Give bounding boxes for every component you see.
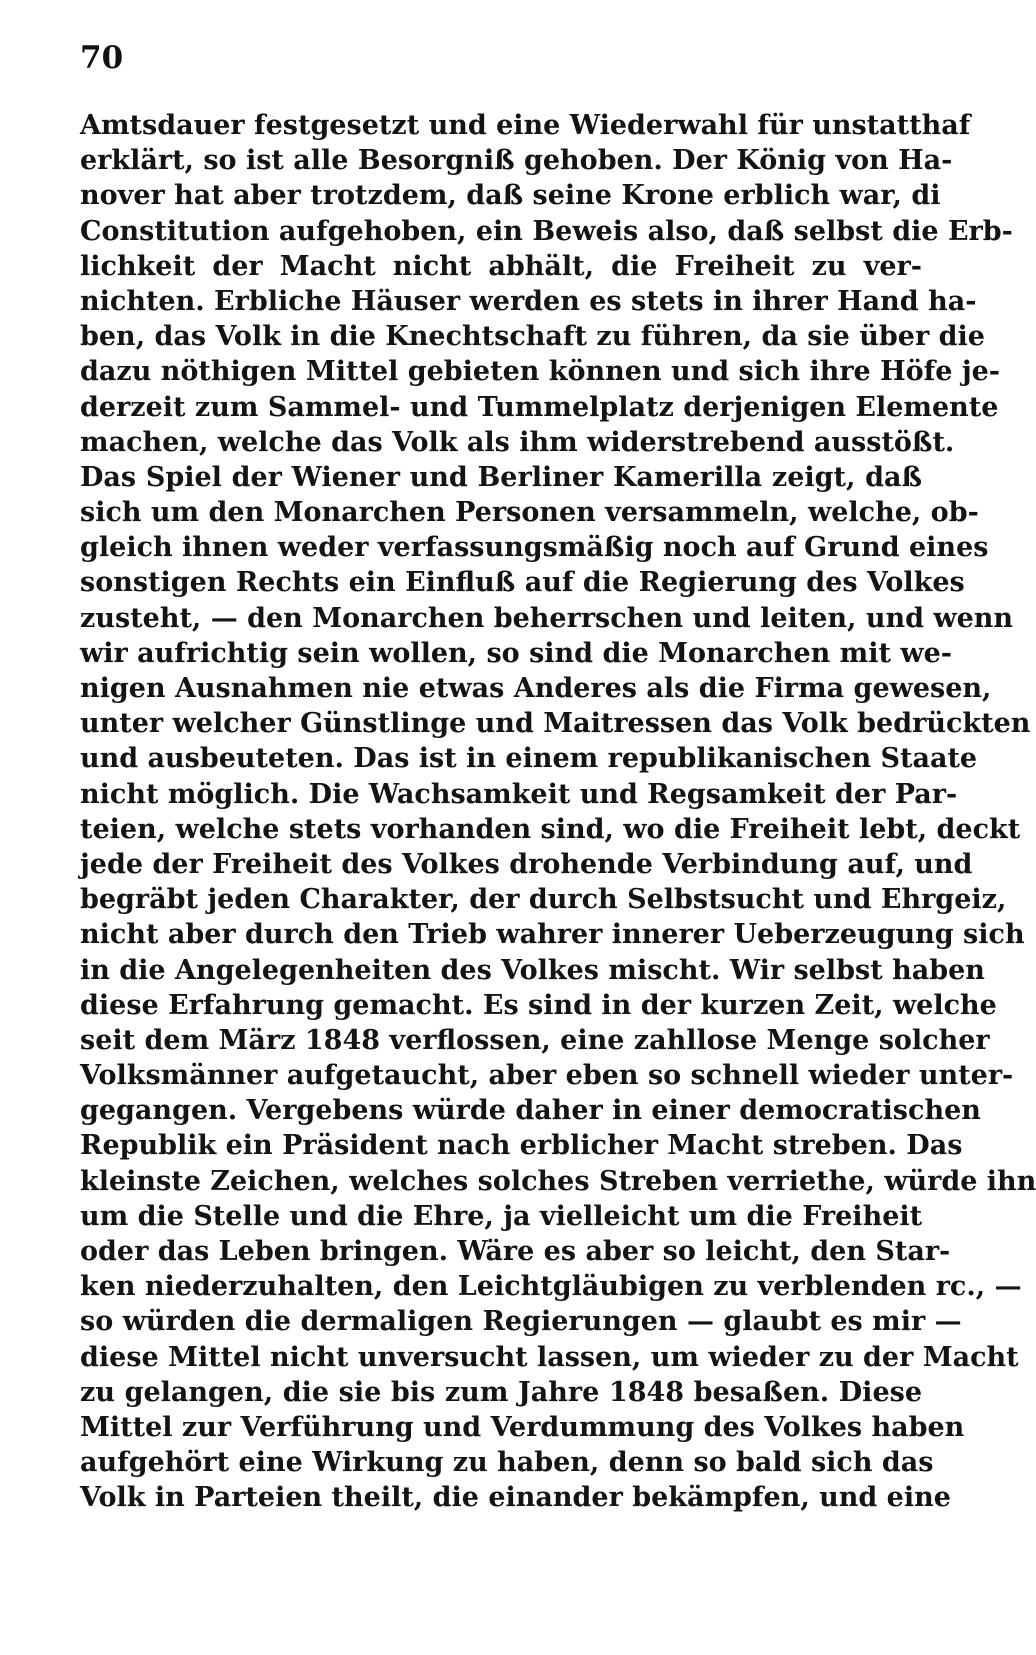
text-line: Mittel zur Verführung und Verdummung des Volkes haben	[80, 1411, 965, 1443]
text-line: dazu nöthigen Mittel gebieten können und sich ihre Höfe je-	[80, 356, 1001, 388]
body-text	[80, 108, 1036, 1516]
text-line: teien, welche stets vorhanden sind, wo die Freiheit lebt, deckt	[80, 813, 1021, 845]
text-line: nicht aber durch den Trieb wahrer innerer Ueberzeugung sich	[80, 919, 1025, 951]
text-line: Das Spiel der Wiener und Berliner Kamerilla zeigt, daß	[80, 461, 922, 493]
text-line: Volksmänner aufgetaucht, aber eben so schnell wieder unter-	[80, 1060, 1014, 1092]
text-line: und ausbeuteten. Das ist in einem republikanischen Staate	[80, 743, 978, 775]
text-line: aufgehört eine Wirkung zu haben, denn so bald sich das	[80, 1447, 934, 1479]
text-line: begräbt jeden Charakter, der durch Selbstsucht und Ehrgeiz,	[80, 884, 1007, 916]
text-line: gleich ihnen weder verfassungsmäßig noch auf Grund eines	[80, 532, 989, 564]
text-line: in die Angelegenheiten des Volkes mischt. Wir selbst haben	[80, 954, 985, 986]
page-number: 70	[80, 40, 124, 76]
text-line: um die Stelle und die Ehre, ja vielleicht um die Freiheit	[80, 1200, 923, 1232]
text-line: machen, welche das Volk als ihm widerstrebend ausstößt.	[80, 426, 955, 458]
text-line: so würden die dermaligen Regierungen — glaubt es mir —	[80, 1306, 962, 1338]
text-line: nover hat aber trotzdem, daß seine Krone erblich war, di	[80, 180, 941, 212]
text-line: erklärt, so ist alle Besorgniß gehoben. Der König von Ha-	[80, 145, 953, 177]
text-line: Republik ein Präsident nach erblicher Macht streben. Das	[80, 1130, 963, 1162]
text-line: kleinste Zeichen, welches solches Streben verriethe, würde ihn	[80, 1165, 1036, 1197]
text-line: unter welcher Günstlinge und Maitressen das Volk bedrückten	[80, 708, 1031, 740]
text-line: seit dem März 1848 verflossen, eine zahllose Menge solcher	[80, 1024, 990, 1056]
text-line: Amtsdauer festgesetzt und eine Wiederwahl für unstatthaf	[80, 110, 971, 141]
text-line: sich um den Monarchen Personen versammeln, welche, ob-	[80, 497, 979, 529]
text-line: nigen Ausnahmen nie etwas Anderes als die Firma gewesen,	[80, 673, 992, 704]
text-line: sonstigen Rechts ein Einfluß auf die Regierung des Volkes	[80, 567, 965, 599]
text-line: zu gelangen, die sie bis zum Jahre 1848 besaßen. Diese	[80, 1376, 922, 1408]
text-line: jede der Freiheit des Volkes drohende Verbindung auf, und	[80, 848, 973, 880]
text-line: Constitution aufgehoben, ein Beweis also, daß selbst die Erb-	[80, 215, 1013, 247]
text-line: nichten. Erbliche Häuser werden es stets in ihrer Hand ha-	[80, 285, 977, 317]
text-line: gegangen. Vergebens würde daher in einer democratischen	[80, 1095, 981, 1127]
text-line: nicht möglich. Die Wachsamkeit und Regsamkeit der Par-	[80, 778, 958, 810]
text-line: Volk in Parteien theilt, die einander bekämpfen, und eine	[80, 1482, 951, 1514]
text-line: diese Mittel nicht unversucht lassen, um wieder zu der Macht	[80, 1341, 1019, 1373]
text-line: derzeit zum Sammel- und Tummelplatz derjenigen Elemente	[80, 391, 999, 423]
text-line: wir aufrichtig sein wollen, so sind die Monarchen mit we-	[80, 637, 953, 669]
text-line: diese Erfahrung gemacht. Es sind in der kurzen Zeit, welche	[80, 989, 997, 1021]
text-line: lichkeit der Macht nicht abhält, die Freiheit zu ver-	[80, 250, 922, 282]
text-line: oder das Leben bringen. Wäre es aber so leicht, den Star-	[80, 1236, 951, 1267]
text-line: zusteht, — den Monarchen beherrschen und leiten, und wenn	[80, 602, 1014, 634]
text-line: ken niederzuhalten, den Leichtgläubigen zu verblenden rc., —	[80, 1271, 1022, 1303]
text-line: ben, das Volk in die Knechtschaft zu führen, da sie über die	[80, 321, 985, 353]
